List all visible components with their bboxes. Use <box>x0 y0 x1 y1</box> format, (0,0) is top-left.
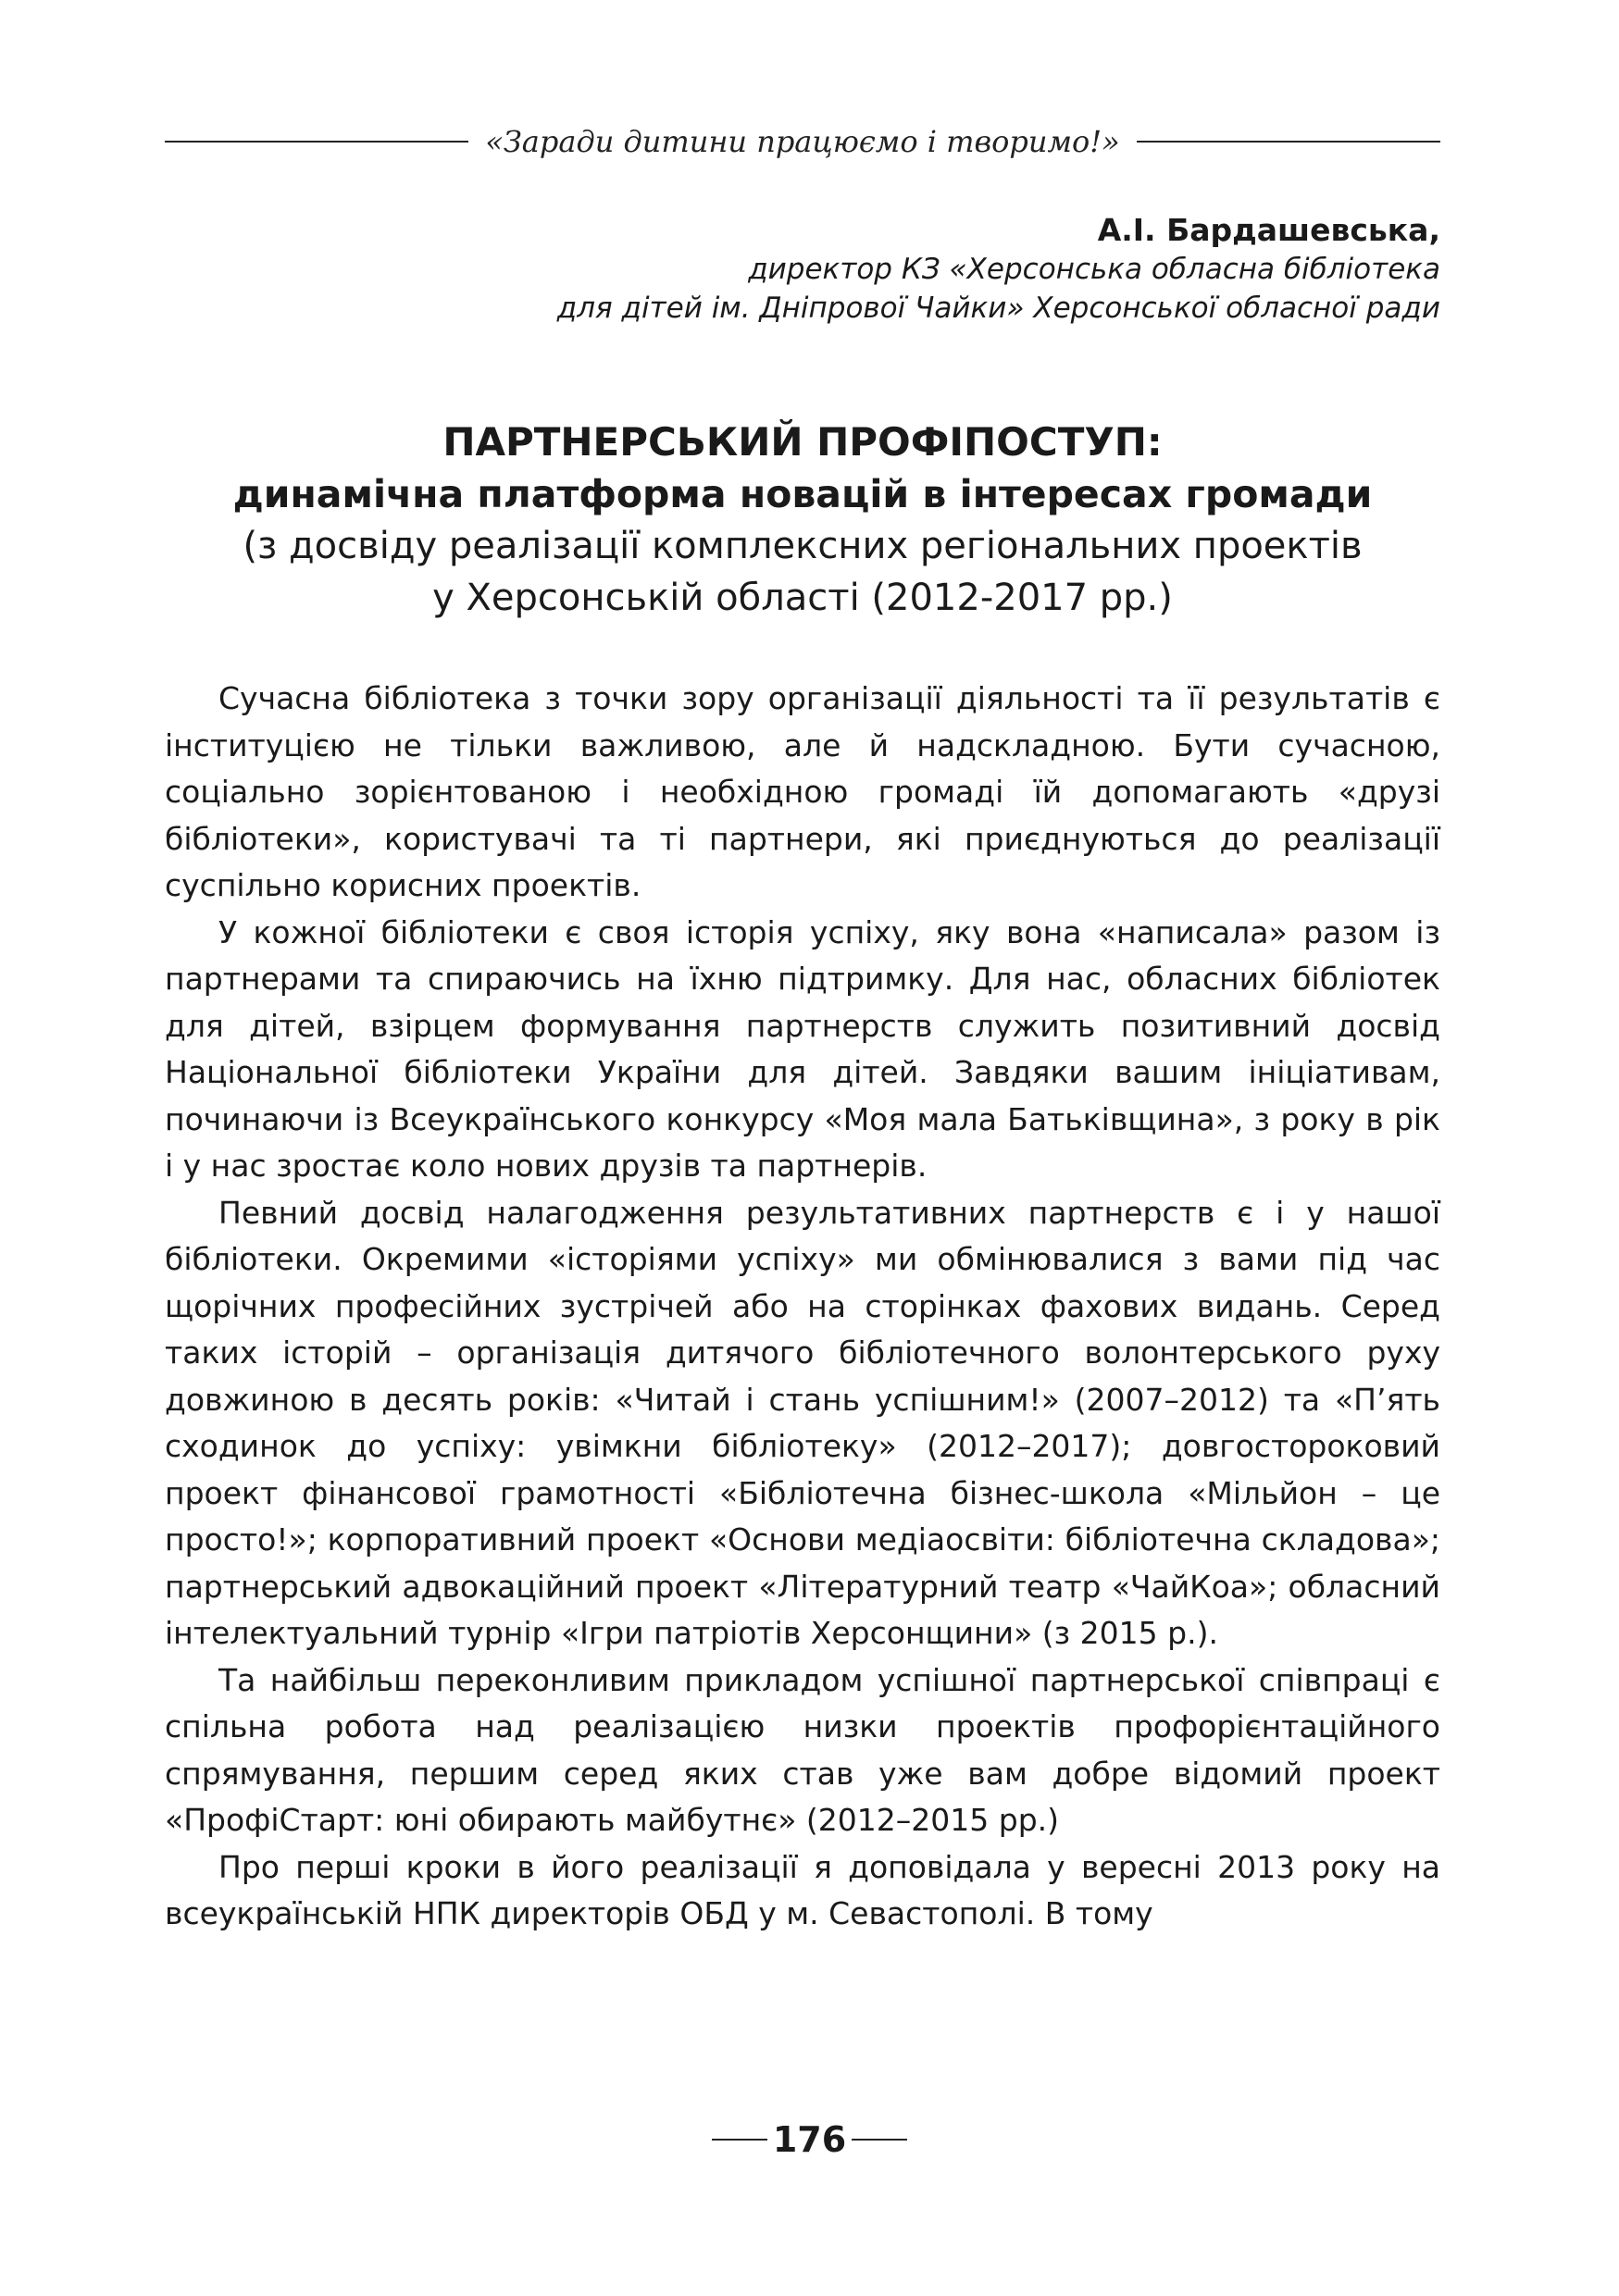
article-title: ПАРТНЕРСЬКИЙ ПРОФІПОСТУП: <box>442 419 1163 465</box>
body-paragraph: Та найбільш переконливим прикладом успішної партнерської співпраці є спільна робота над реалізацією низки проектів профорієнтаційного спрямування, першим серед яких став уже вам добре відомий проект «ПрофіСтарт: юні обирають майбутнє» (2012–2015 рр.) <box>165 1661 1440 1838</box>
author-block <box>557 211 1440 328</box>
author-name: А.І. Бардашевська, <box>1097 212 1440 248</box>
running-header <box>165 118 1440 165</box>
page-number-rule-right <box>852 2139 907 2141</box>
author-position-line1: директор КЗ «Херсонська обласна бібліотека <box>748 253 1440 286</box>
running-title: «Заради дитини працюємо і творимо!» <box>485 124 1120 159</box>
body-paragraph: Певний досвід налагодження результативних партнерств є і у нашої бібліотеки. Окремими «історіями успіху» ми обмінювалися з вами під час щорічних професійних зустрічей або на сторінках фахових видань. Серед таких історій – організація дитячого бібліотечного волонтерського руху довжиною в десять років: «Читай і стань успішним!» (2007–2012) та «П’ять сходинок до успіху: увімкни бібліотеку» (2012–2017); довгостороковий проект фінансової грамотності «Бібліотечна бізнес-школа «Мільйон – це просто!»; корпоративний проект «Основи медіаосвіти: бібліотечна складова»; партнерський адвокаційний проект «Літературний театр «ЧайКоа»; обласний інтелектуальний турнір «Ігри патріотів Херсонщини» (з 2015 р.). <box>165 1194 1440 1651</box>
article-body <box>165 676 1440 1938</box>
article-title-secondary: динамічна платформа новацій в інтересах громади <box>232 472 1373 516</box>
article-subtitle-line2: у Херсонській області (2012-2017 рр.) <box>432 577 1173 619</box>
header-rule-right <box>1137 141 1440 143</box>
article-title-block <box>165 416 1440 624</box>
body-paragraph: Про перші кроки в його реалізації я доповідала у вересні 2013 року на всеукраїнській НПК директорів ОБД у м. Севастополі. В тому <box>165 1848 1440 1931</box>
article-subtitle-line1: (з досвіду реалізації комплексних регіональних проектів <box>243 525 1363 567</box>
body-paragraph: У кожної бібліотеки є своя історія успіху, яку вона «написала» разом із партнерами та спираючись на їхню підтримку. Для нас, обласних бібліотек для дітей, взірцем формування партнерств служить позитивний досвід Національної бібліотеки України для дітей. Завдяки вашим ініціативам, починаючи із Всеукраїнського конкурсу «Моя мала Батьківщина», з року в рік і у нас зростає коло нових друзів та партнерів. <box>165 913 1440 1184</box>
page-number-rule-left <box>712 2139 767 2141</box>
body-paragraph: Сучасна бібліотека з точки зору організації діяльності та її результатів є інституцією не тільки важливою, але й надскладною. Бути сучасною, соціально зорієнтованою і необхідною громаді їй допомагають «друзі бібліотеки», користувачі та ті партнери, які приєднуються до реалізації суспільно корисних проектів. <box>165 680 1440 903</box>
page-number: 176 <box>772 2119 847 2160</box>
author-position-line2: для дітей ім. Дніпрової Чайки» Херсонської обласної ради <box>556 292 1440 325</box>
header-rule-left <box>165 141 468 143</box>
page-number-footer <box>0 2119 1619 2160</box>
